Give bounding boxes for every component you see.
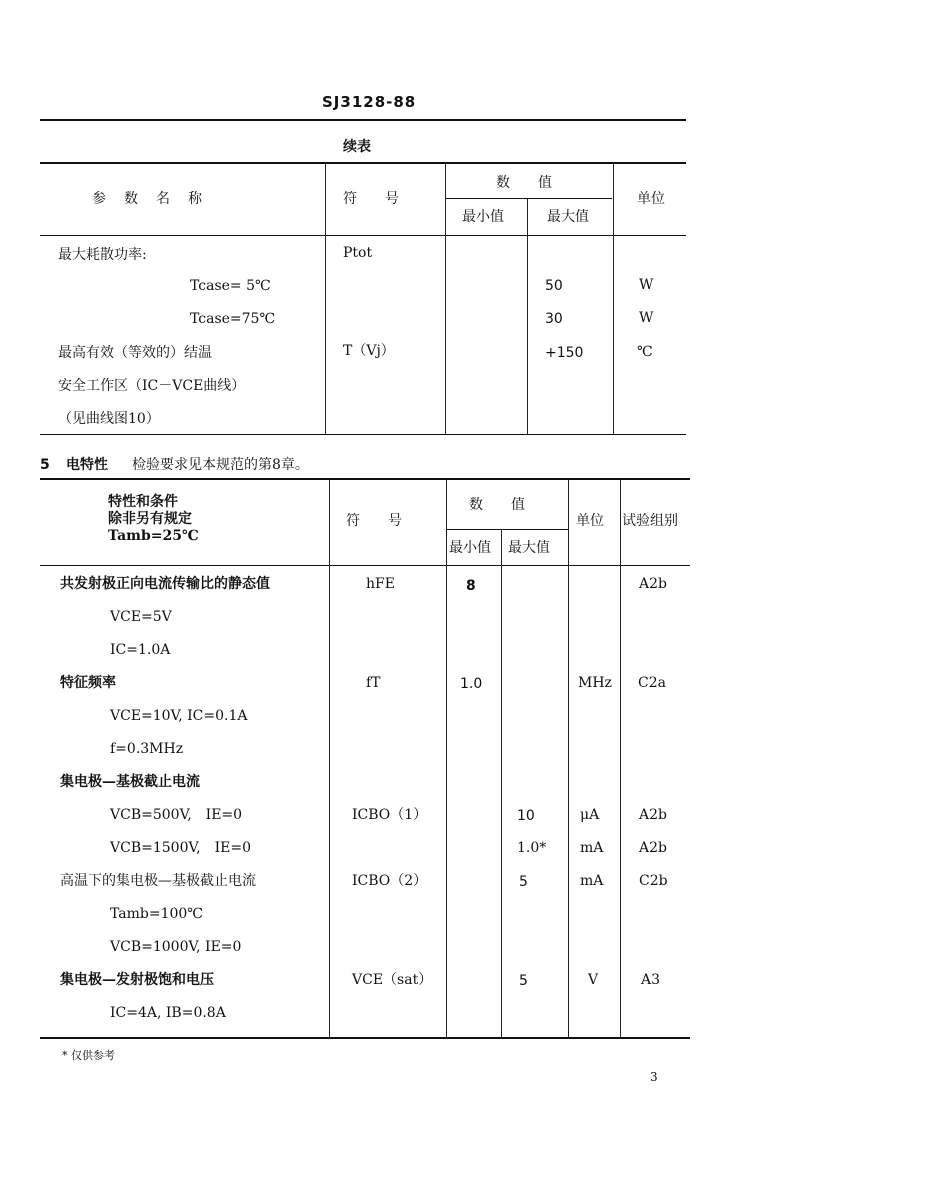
table1-row-unit: W (639, 277, 654, 293)
table2-row-param: 共发射极正向电流传输比的静态值 (60, 576, 270, 592)
table2-row-param: VCB=1000V, IE=0 (110, 939, 242, 955)
table1-row-symbol: T（Vj） (343, 343, 395, 359)
table1-caption: 续表 (343, 139, 371, 155)
table2-row-symbol: hFE (366, 576, 395, 592)
table2-row-unit: μA (580, 807, 600, 823)
table2-row-param: 集电极—发射极饱和电压 (60, 972, 214, 988)
page-number: 3 (650, 1070, 658, 1084)
table2-header-unit: 单位 (576, 513, 604, 529)
table1-header-unit: 单位 (637, 191, 665, 207)
table2-col-divider (329, 480, 330, 1038)
table2-header-cond-line1: 特性和条件 (108, 494, 178, 510)
section-number: 5 (40, 457, 50, 473)
table1-row-param: 最大耗散功率: (58, 247, 147, 263)
table2-header-cond-line3: Tamb=25℃ (108, 528, 199, 544)
table2-row-unit: mA (580, 840, 604, 856)
header-rule (40, 119, 686, 121)
table1-row-param: （见曲线图10） (58, 411, 160, 427)
doc-number: SJ3128-88 (322, 93, 417, 111)
table2-row-group: A3 (641, 972, 661, 988)
table2-row-param: 集电极—基极截止电流 (60, 774, 200, 790)
table1-col-divider (613, 164, 614, 434)
table2-row-unit: MHz (578, 675, 612, 691)
table2-row-min: 8 (466, 578, 476, 594)
table2-header-rule (40, 565, 690, 566)
table2-row-param: VCE=10V, IC=0.1A (110, 708, 248, 724)
table2-row-group: A2b (639, 840, 667, 856)
table2-row-min: 1.0 (460, 676, 483, 692)
table1-header-value: 数 值 (496, 175, 552, 191)
table1-row-param: 安全工作区（IC－VCE曲线） (58, 378, 246, 394)
table2-row-group: C2b (639, 873, 668, 889)
table2-row-symbol: ICBO（1） (352, 807, 428, 823)
table1-header-max: 最大值 (547, 209, 589, 225)
table2-row-param: VCE=5V (110, 609, 172, 625)
table2-row-max: 5 (519, 973, 528, 989)
table2-row-param: 特征频率 (60, 675, 116, 691)
table1-row-unit: W (639, 310, 654, 326)
table2-row-unit: mA (580, 873, 604, 889)
table2-header-max: 最大值 (508, 540, 550, 556)
table2-row-param: VCB=500V, IE=0 (110, 807, 243, 823)
table1-header-param: 参 数 名 称 (92, 191, 204, 207)
table2-header-group: 试验组别 (622, 513, 678, 529)
table2-row-param: Tamb=100℃ (110, 906, 203, 922)
table1-row-param: Tcase=75℃ (190, 311, 276, 327)
table2-row-param: VCB=1500V, IE=0 (110, 840, 251, 856)
table2-value-split-rule (447, 529, 568, 530)
table2-row-group: A2b (639, 807, 667, 823)
table2-row-param: 高温下的集电极—基极截止电流 (60, 873, 256, 889)
table2-bottom-rule (40, 1037, 690, 1039)
table2-row-max: 10 (517, 808, 535, 824)
table2-row-symbol: fT (366, 675, 381, 691)
table2-col-divider (446, 480, 447, 1038)
table1-col-divider (325, 164, 326, 434)
table1-value-split-rule (446, 198, 612, 199)
table2-row-group: A2b (639, 576, 667, 592)
table1-header-min: 最小值 (462, 209, 504, 225)
table1-top-rule (40, 162, 686, 164)
table1-row-param: Tcase= 5℃ (190, 278, 271, 294)
table2-col-divider (620, 480, 621, 1038)
table2-row-param: IC=1.0A (110, 642, 171, 658)
table2-header-cond-line2: 除非另有规定 (108, 511, 192, 527)
table2-header-value: 数 值 (469, 497, 525, 513)
section-title: 电特性 (66, 457, 108, 473)
table1-col-divider (527, 199, 528, 434)
table2-row-group: C2a (638, 675, 666, 691)
table1-row-param: 最高有效（等效的）结温 (58, 345, 212, 361)
table2-header-symbol: 符 号 (346, 513, 402, 529)
table1-row-max: +150 (545, 345, 584, 361)
footnote: * 仅供参考 (62, 1049, 115, 1062)
table1-row-unit: ℃ (637, 344, 653, 360)
table1-row-max: 30 (545, 311, 563, 327)
table2-row-symbol: VCE（sat） (352, 972, 433, 988)
table2-row-param: IC=4A, IB=0.8A (110, 1005, 226, 1021)
table1-header-symbol: 符 号 (343, 191, 399, 207)
table1-header-rule (40, 235, 686, 236)
table1-row-max: 50 (545, 278, 563, 294)
table2-col-divider (501, 530, 502, 1038)
table2-row-max: 5 (519, 874, 528, 890)
table2-header-min: 最小值 (449, 540, 491, 556)
table1-bottom-rule (40, 434, 686, 435)
section-text: 检验要求见本规范的第8章。 (132, 457, 309, 473)
table1-row-symbol: Ptot (343, 245, 373, 261)
table2-top-rule (40, 478, 690, 480)
table2-row-param: f=0.3MHz (110, 741, 184, 757)
table1-col-divider (445, 164, 446, 434)
table2-row-max: 1.0* (517, 840, 547, 856)
table2-row-symbol: ICBO（2） (352, 873, 428, 889)
table2-row-unit: V (588, 972, 599, 988)
table2-col-divider (568, 480, 569, 1038)
